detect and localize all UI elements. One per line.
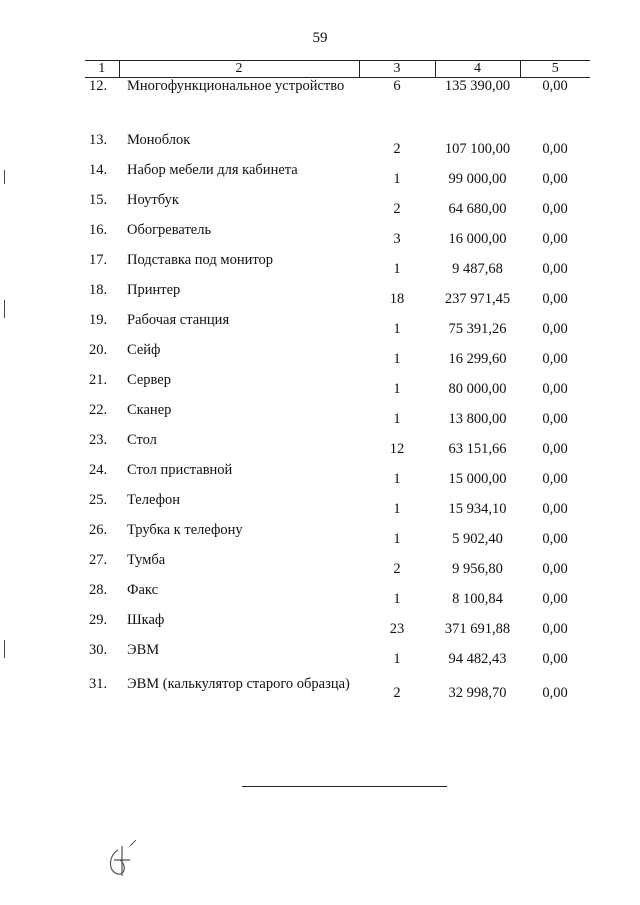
row-amount: 9 956,80 [452,560,503,577]
row-col5: 0,00 [542,620,568,637]
table-row [85,222,590,252]
row-number: 20. [89,341,108,358]
row-name: Шкаф [127,611,165,628]
row-quantity: 23 [389,620,405,637]
table-header-row [85,61,590,78]
row-amount: 32 998,70 [448,684,507,701]
row-name: Трубка к телефону [127,521,243,538]
row-quantity: 1 [393,410,401,427]
row-amount: 107 100,00 [444,140,511,157]
header-col-2: 2 [119,61,359,78]
row-amount: 13 800,00 [448,410,507,427]
row-number: 19. [89,311,108,328]
row-amount: 15 934,10 [448,500,507,517]
row-quantity: 6 [393,78,401,94]
row-quantity: 1 [393,260,401,277]
table-row [85,642,590,676]
row-col5: 0,00 [542,290,568,307]
row-col5: 0,00 [542,530,568,547]
row-col5: 0,00 [542,200,568,217]
row-quantity: 1 [393,470,401,487]
footer-divider [242,786,447,787]
row-name: Факс [127,581,159,598]
row-name: ЭВМ (калькулятор старого образца) [127,675,350,692]
table-row [85,612,590,642]
table-body [85,78,590,726]
row-amount: 94 482,43 [448,650,507,667]
row-quantity: 2 [393,200,401,217]
table-row [85,582,590,612]
row-col5: 0,00 [542,230,568,247]
row-quantity: 1 [393,320,401,337]
row-quantity: 2 [393,140,401,157]
row-quantity: 3 [393,230,401,247]
table-row [85,132,590,162]
row-amount: 9 487,68 [452,260,503,277]
row-name: Подставка под монитор [127,251,273,268]
row-col5: 0,00 [542,170,568,187]
row-quantity: 12 [389,440,405,457]
row-name: Многофункциональное устройство [127,78,345,94]
row-number: 13. [89,131,108,148]
row-quantity: 1 [393,380,401,397]
page-number: 59 [312,30,328,46]
row-number: 12. [89,78,108,94]
row-name: ЭВМ [127,641,160,658]
row-col5: 0,00 [542,410,568,427]
row-name: Обогреватель [127,221,212,238]
row-amount: 8 100,84 [452,590,503,607]
row-quantity: 1 [393,500,401,517]
row-number: 15. [89,191,108,208]
row-name: Ноутбук [127,191,179,208]
row-name: Моноблок [127,131,191,148]
row-number: 26. [89,521,108,538]
row-name: Сейф [127,341,161,358]
row-amount: 15 000,00 [448,470,507,487]
row-col5: 0,00 [542,140,568,157]
table-row [85,252,590,282]
row-quantity: 1 [393,530,401,547]
row-number: 14. [89,161,108,178]
row-amount: 5 902,40 [452,530,503,547]
row-amount: 99 000,00 [448,170,507,187]
table-row [85,312,590,342]
table-row [85,676,590,726]
header-col-1: 1 [85,61,119,78]
row-number: 25. [89,491,108,508]
row-amount: 135 390,00 [444,78,511,94]
row-name: Рабочая станция [127,311,230,328]
row-amount: 80 000,00 [448,380,507,397]
row-number: 28. [89,581,108,598]
header-col-5: 5 [520,61,590,78]
row-col5: 0,00 [542,350,568,367]
row-quantity: 1 [393,650,401,667]
row-name: Телефон [127,491,180,508]
row-quantity: 2 [393,684,401,701]
row-quantity: 1 [393,590,401,607]
row-col5: 0,00 [542,440,568,457]
table-row [85,492,590,522]
row-number: 23. [89,431,108,448]
row-col5: 0,00 [542,380,568,397]
row-number: 17. [89,251,108,268]
row-quantity: 1 [393,350,401,367]
row-col5: 0,00 [542,320,568,337]
row-number: 18. [89,281,108,298]
signature-mark [104,838,140,883]
row-col5: 0,00 [542,590,568,607]
table-row [85,342,590,372]
table-row [85,282,590,312]
row-number: 30. [89,641,108,658]
row-name: Стол [127,431,157,448]
row-amount: 237 971,45 [444,290,511,307]
row-number: 29. [89,611,108,628]
header-col-4: 4 [435,61,520,78]
row-name: Тумба [127,551,166,568]
row-amount: 64 680,00 [448,200,507,217]
table-row [85,78,590,132]
row-number: 27. [89,551,108,568]
row-quantity: 1 [393,170,401,187]
row-name: Сканер [127,401,172,418]
row-col5: 0,00 [542,560,568,577]
row-amount: 371 691,88 [444,620,511,637]
row-number: 21. [89,371,108,388]
scan-edge-mark [4,300,5,318]
row-amount: 16 000,00 [448,230,507,247]
row-number: 24. [89,461,108,478]
row-col5: 0,00 [542,684,568,701]
row-col5: 0,00 [542,470,568,487]
row-name: Стол приставной [127,461,233,478]
scan-edge-mark [4,170,5,184]
row-name: Сервер [127,371,171,388]
row-quantity: 2 [393,560,401,577]
row-col5: 0,00 [542,260,568,277]
table-row [85,372,590,402]
header-col-3: 3 [359,61,435,78]
row-number: 31. [89,675,108,692]
row-amount: 63 151,66 [448,440,507,457]
table-row [85,192,590,222]
inventory-table [85,60,590,726]
row-number: 22. [89,401,108,418]
row-amount: 16 299,60 [448,350,507,367]
row-col5: 0,00 [542,500,568,517]
table-row [85,552,590,582]
row-col5: 0,00 [542,650,568,667]
table-row [85,432,590,462]
row-col5: 0,00 [542,78,568,94]
scan-edge-mark [4,640,5,658]
row-name: Набор мебели для кабинета [127,161,298,178]
row-amount: 75 391,26 [448,320,507,337]
table-row [85,162,590,192]
row-number: 16. [89,221,108,238]
row-name: Принтер [127,281,181,298]
table-row [85,462,590,492]
table-row [85,402,590,432]
row-quantity: 18 [389,290,405,307]
table-row [85,522,590,552]
